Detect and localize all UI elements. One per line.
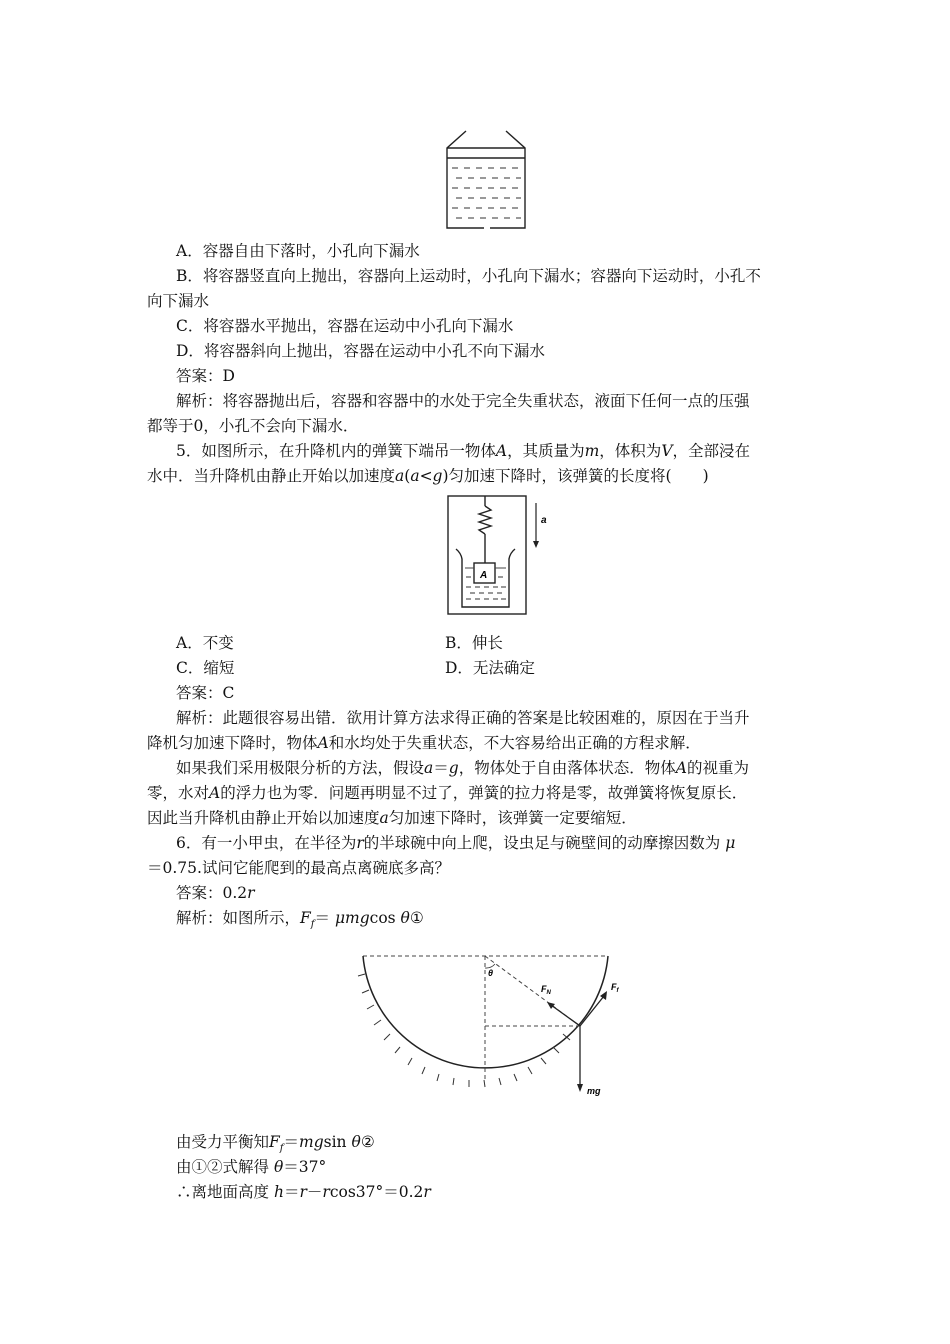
q5-analysis-2-end: 因此当升降机由静止开始以加速度a匀加速下降时，该弹簧一定要缩短． [147, 809, 637, 827]
container-figure [440, 128, 532, 230]
fig-label-Ff: $F_f$ [611, 982, 619, 994]
q6-stem-cont: ＝0.75.试问它能爬到的最高点离碗底多高？ [147, 859, 450, 877]
q4-option-b: B．将容器竖直向上抛出，容器向上运动时，小孔向下漏水；容器向下运动时，小孔不 [176, 267, 761, 285]
q4-option-a: A．容器自由下落时，小孔向下漏水 [176, 242, 420, 260]
elevator-figure [445, 493, 550, 618]
q4-option-b-cont: 向下漏水 [147, 292, 210, 310]
q4-answer: 答案：D [176, 367, 235, 385]
q5-option-b: B．伸长 [445, 634, 503, 652]
q5-stem: 5．如图所示，在升降机内的弹簧下端吊一物体A，其质量为m，体积为V，全部浸在 [176, 442, 751, 460]
q5-option-c: C．缩短 [176, 659, 235, 677]
fig-label-a: a [541, 515, 547, 526]
bowl-figure [355, 950, 625, 1100]
q4-analysis: 解析：将容器抛出后，容器和容器中的水处于完全失重状态，液面下任何一点的压强 [176, 392, 750, 410]
q6-analysis: 解析：如图所示，$F_f= \mu mgcos$ θ① [176, 909, 424, 931]
fig-label-A: A [480, 570, 488, 581]
fig-label-mg: mg [587, 1086, 601, 1096]
fig-label-FN: $F_N$ [541, 984, 551, 996]
q5-option-d: D．无法确定 [445, 659, 535, 677]
q5-analysis: 解析：此题很容易出错．欲用计算方法求得正确的答案是比较困难的，原因在于当升 [176, 709, 750, 727]
q6-height: ∴离地面高度 h＝r－rcos37°＝0.2r [176, 1183, 431, 1201]
q5-analysis-2-cont: 零，水对A的浮力也为零．问题再明显不过了，弹簧的拉力将是零，故弹簧将恢复原长． [147, 784, 748, 802]
q4-analysis-cont: 都等于0，小孔不会向下漏水． [147, 417, 359, 435]
q5-option-a: A．不变 [176, 634, 234, 652]
q6-balance: 由受力平衡知$F_f=mgsin$ θ② [176, 1133, 375, 1155]
q5-analysis-cont: 降机匀加速下降时，物体A和水均处于失重状态，不大容易给出正确的方程求解． [147, 734, 701, 752]
q5-stem-cont: 水中．当升降机由静止开始以加速度a(a<g)匀加速下降时，该弹簧的长度将( ) [147, 467, 709, 485]
q6-stem: 6．有一小甲虫，在半径为r的半球碗中向上爬，设虫足与碗壁间的动摩擦因数为 μ [176, 834, 736, 852]
q6-answer: 答案：0.2r [176, 884, 255, 902]
q5-answer: 答案：C [176, 684, 235, 702]
q5-analysis-2: 如果我们采用极限分析的方法，假设a＝g，物体处于自由落体状态．物体A的视重为 [176, 759, 749, 777]
q4-option-d: D．将容器斜向上抛出，容器在运动中小孔不向下漏水 [176, 342, 545, 360]
q6-solve: 由①②式解得 θ＝37° [176, 1158, 327, 1176]
fig-theta: θ [488, 968, 494, 978]
q4-option-c: C．将容器水平抛出，容器在运动中小孔向下漏水 [176, 317, 514, 335]
